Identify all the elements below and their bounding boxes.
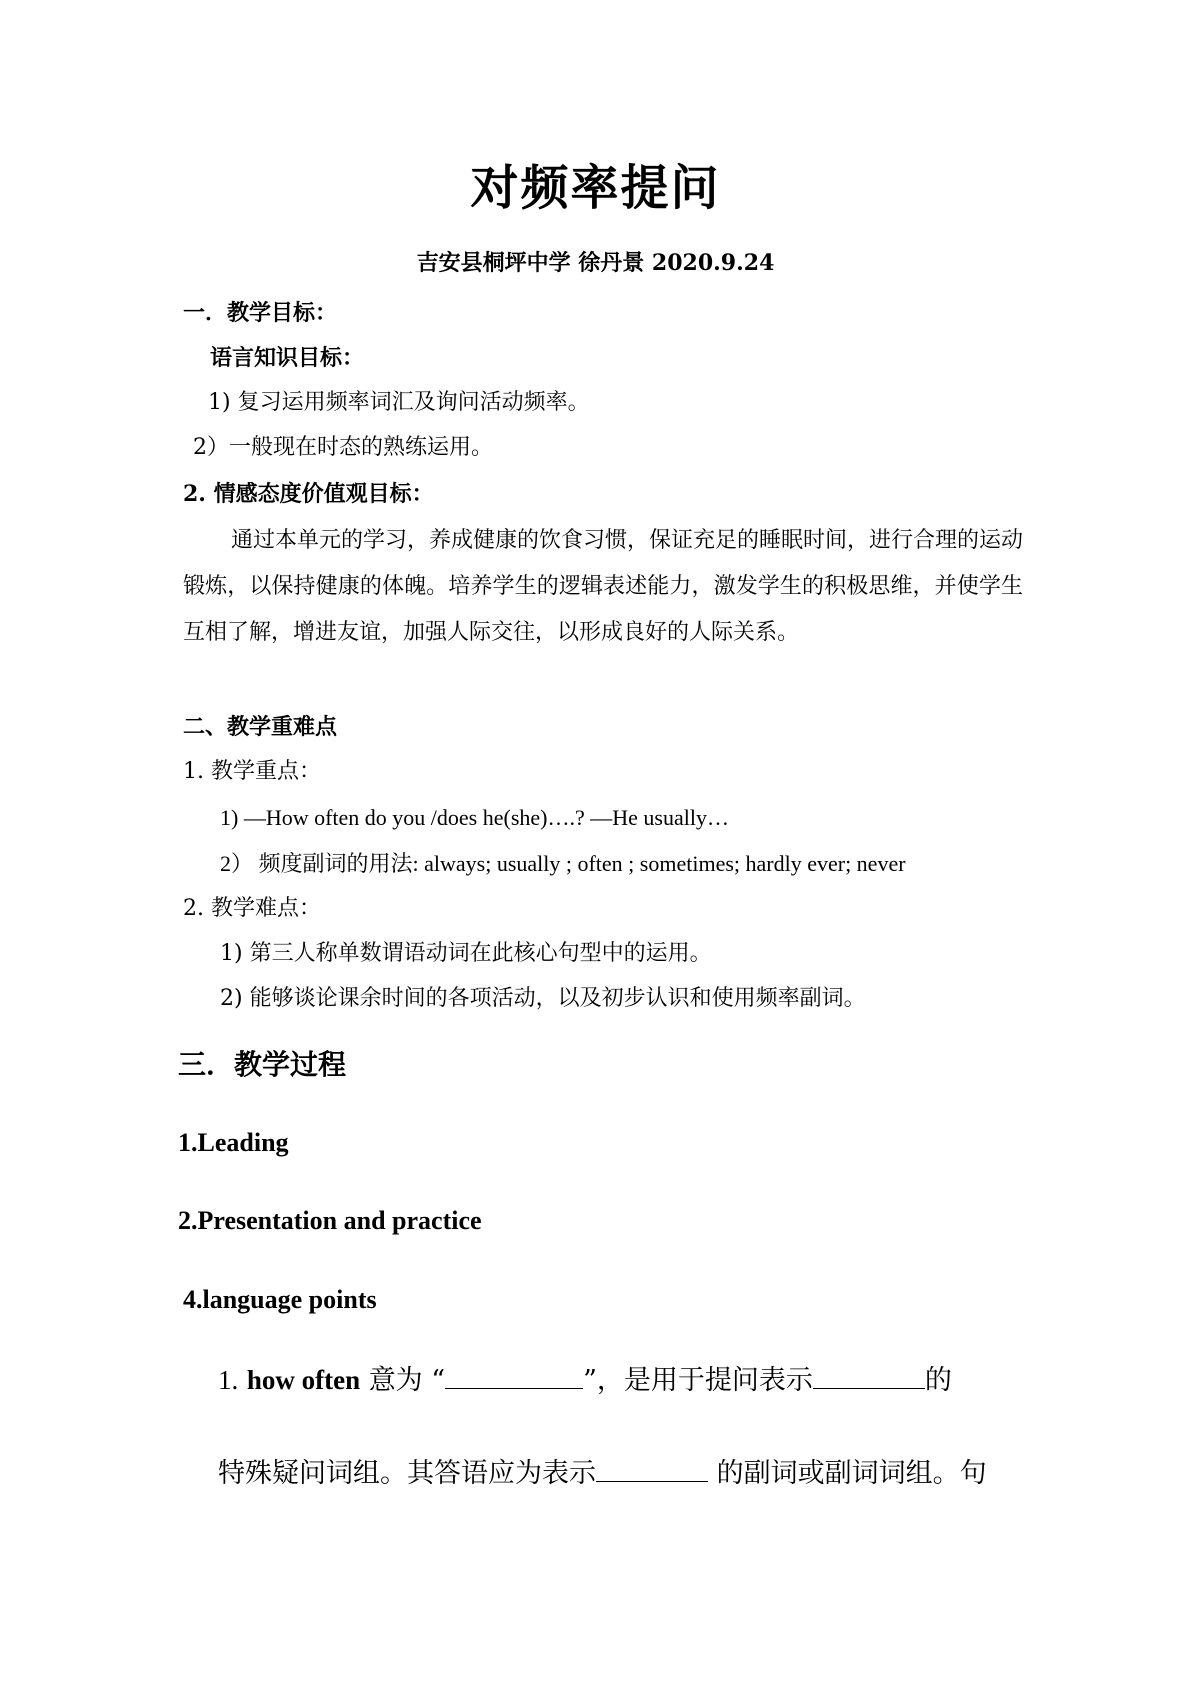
section2-difficult-points: 2. 教学难点： [183, 896, 321, 921]
section2-key-item-2: 2） 频度副词的用法: always; usually ; often ; sometimes; hardly ever; never [220, 851, 906, 876]
section1-paragraph-text: 通过本单元的学习，养成健康的饮食习惯，保证充足的睡眠时间，进行合理的运动锻炼，以保持健康的体魄。培养学生的逻辑表述能力，激发学生的积极思维，并使学生互相了解，增进友谊，加强人际交往，以形成良好的人际关系。 [183, 528, 1024, 645]
section1-subheading: 语言知识目标： [210, 345, 365, 371]
exercise-phrase: how often [246, 1365, 361, 1395]
section2-heading [183, 714, 337, 741]
section1-paragraph [183, 518, 1023, 656]
exercise-text-c: 的 [924, 1365, 952, 1396]
section2-heading-text: 二、教学重难点 [183, 714, 338, 740]
exercise-text-a: 意为 “ [368, 1365, 446, 1396]
author-line: 吉安县桐坪中学 徐丹景 2020.9.24 [416, 250, 775, 276]
step-leading: 1.Leading [178, 1128, 289, 1157]
exercise-number: 1. [218, 1365, 239, 1395]
blank-adverb[interactable] [596, 1480, 708, 1482]
exercise-text-b: ”，是用于提问表示 [583, 1365, 813, 1396]
exercise-line-2 [218, 1458, 987, 1490]
section2-key-points: 1. 教学重点： [183, 759, 321, 784]
section1-item-1: 1) 复习运用频率词汇及询问活动频率。 [208, 390, 590, 415]
section2-key-item-1: 1) —How often do you /does he(she)….? —He usually… [220, 805, 729, 830]
step-presentation: 2.Presentation and practice [178, 1206, 482, 1235]
section2-diff-item-2: 2) 能够谈论课余时间的各项活动，以及初步认识和使用频率副词。 [220, 986, 866, 1011]
blank-frequency[interactable] [813, 1387, 925, 1389]
page-title: 对频率提问 [470, 160, 721, 216]
step-language-points: 4.language points [183, 1285, 377, 1314]
section1-heading: 一．教学目标： [183, 300, 338, 326]
section2-diff-item-1: 1) 第三人称单数谓语动词在此核心句型中的运用。 [220, 941, 712, 966]
section1-subheading-2: 2. 情感态度价值观目标： [183, 481, 434, 507]
section1-item-2: 2）一般现在时态的熟练运用。 [193, 435, 493, 460]
exercise-text-e: 的副词或副词词组。句 [716, 1458, 987, 1489]
exercise-line-1 [218, 1364, 952, 1397]
section3-heading: 三．教学过程 [178, 1048, 347, 1081]
blank-meaning[interactable] [445, 1387, 583, 1389]
exercise-text-d: 特殊疑问词组。其答语应为表示 [218, 1458, 596, 1489]
